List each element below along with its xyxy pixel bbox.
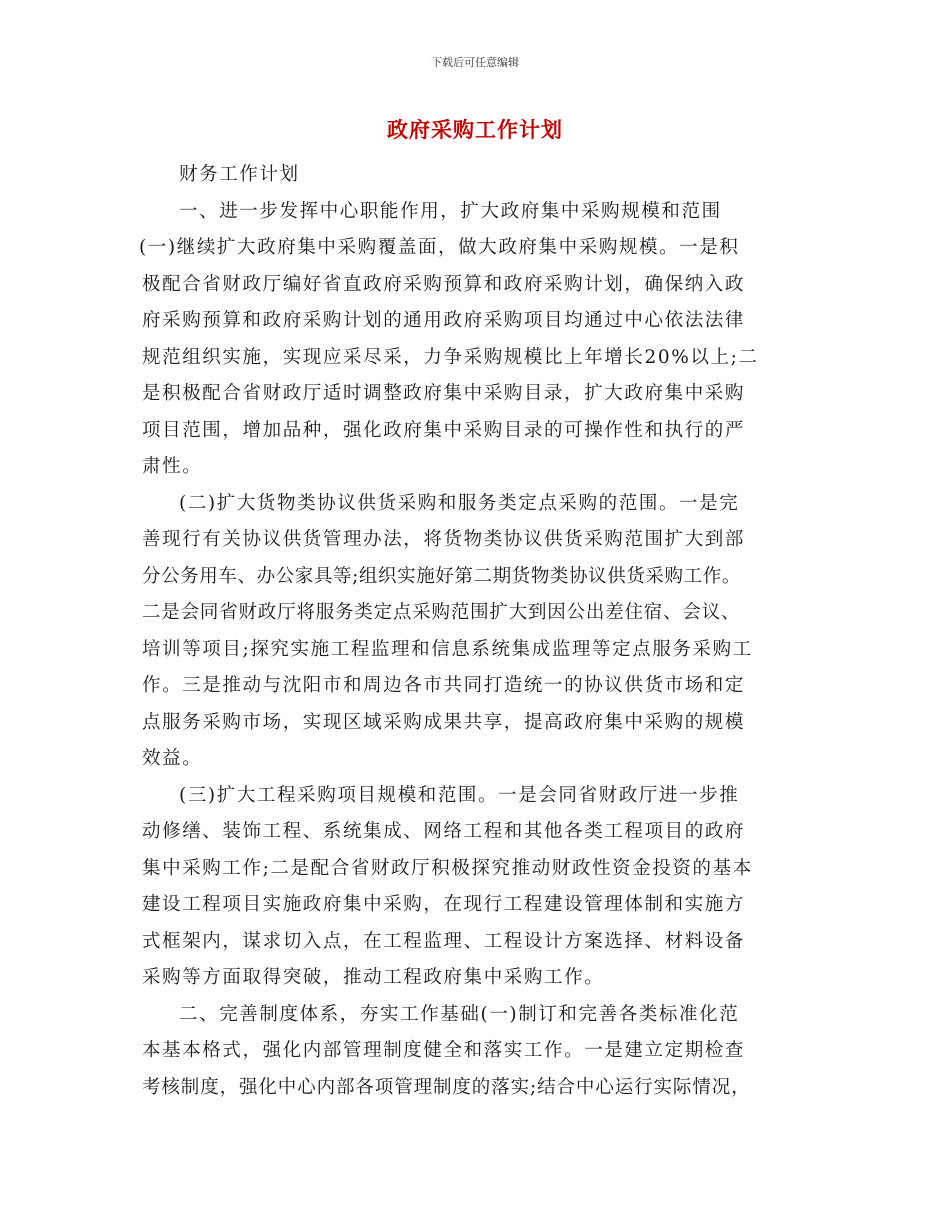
paragraph-line: 效益。 bbox=[142, 748, 203, 769]
body-text bbox=[139, 157, 812, 1106]
paragraph-line: 项目范围，增加品种，强化政府集中采购目录的可操作性和执行的严 bbox=[142, 419, 746, 441]
paragraph-line: 作。三是推动与沈阳市和周边各市共同打造统一的协议供货市场和定 bbox=[142, 675, 746, 696]
paragraph-line: (一)继续扩大政府集中采购覆盖面，做大政府集中采购规模。一是积 bbox=[139, 237, 740, 258]
paragraph-line: 肃性。 bbox=[142, 456, 203, 477]
paragraph-line: 建设工程项目实施政府集中采购，在现行工程建设管理体制和实施方 bbox=[142, 894, 746, 915]
section-heading: 财务工作计划 bbox=[179, 164, 300, 185]
paragraph-line: 本基本格式，强化内部管理制度健全和落实工作。一是建立定期检查 bbox=[142, 1040, 746, 1061]
paragraph-line: (三)扩大工程采购项目规模和范围。一是会同省财政厅进一步推 bbox=[179, 784, 740, 806]
paragraph-line: 是积极配合省财政厅适时调整政府集中采购目录，扩大政府集中采购 bbox=[142, 383, 746, 404]
paragraph-line: 二、完善制度体系，夯实工作基础(一)制订和完善各类标准化范 bbox=[179, 1003, 740, 1025]
paragraph-line: 培训等项目;探究实施工程监理和信息系统集成监理等定点服务采购工 bbox=[142, 638, 753, 660]
header-note: 下载后可任意编辑 bbox=[431, 56, 519, 69]
paragraph-line: 采购等方面取得突破，推动工程政府集中采购工作。 bbox=[142, 967, 605, 988]
page-title: 政府采购工作计划 bbox=[387, 117, 563, 142]
paragraph-line: 式框架内，谋求切入点，在工程监理、工程设计方案选择、材料设备 bbox=[142, 930, 746, 952]
paragraph-line: 府采购预算和政府采购计划的通用政府采购项目均通过中心依法法律 bbox=[142, 310, 746, 331]
paragraph-line: 极配合省财政厅编好省直政府采购预算和政府采购计划，确保纳入政 bbox=[142, 273, 746, 295]
paragraph-line: 二是会同省财政厅将服务类定点采购范围扩大到因公出差住宿、会议、 bbox=[142, 602, 741, 623]
paragraph-line: (二)扩大货物类协议供货采购和服务类定点采购的范围。一是完 bbox=[179, 492, 740, 514]
paragraph-line: 考核制度，强化中心内部各项管理制度的落实;结合中心运行实际情况， bbox=[142, 1076, 751, 1098]
paragraph-line: 动修缮、装饰工程、系统集成、网络工程和其他各类工程项目的政府 bbox=[142, 821, 746, 842]
paragraph-line: 善现行有关协议供货管理办法，将货物类协议供货采购范围扩大到部 bbox=[142, 529, 746, 550]
paragraph-line: 点服务采购市场，实现区域采购成果共享，提高政府集中采购的规模 bbox=[142, 711, 746, 733]
section-heading: 一、进一步发挥中心职能作用，扩大政府集中采购规模和范围 bbox=[179, 200, 722, 222]
paragraph-line: 集中采购工作;二是配合省财政厅积极探究推动财政性资金投资的基本 bbox=[142, 857, 753, 879]
paragraph-line: 分公务用车、办公家具等;组织实施好第二期货物类协议供货采购工作。 bbox=[142, 565, 741, 587]
paragraph-line: 规范组织实施，实现应采尽采，力争采购规模比上年增长20%以上;二 bbox=[142, 346, 759, 368]
